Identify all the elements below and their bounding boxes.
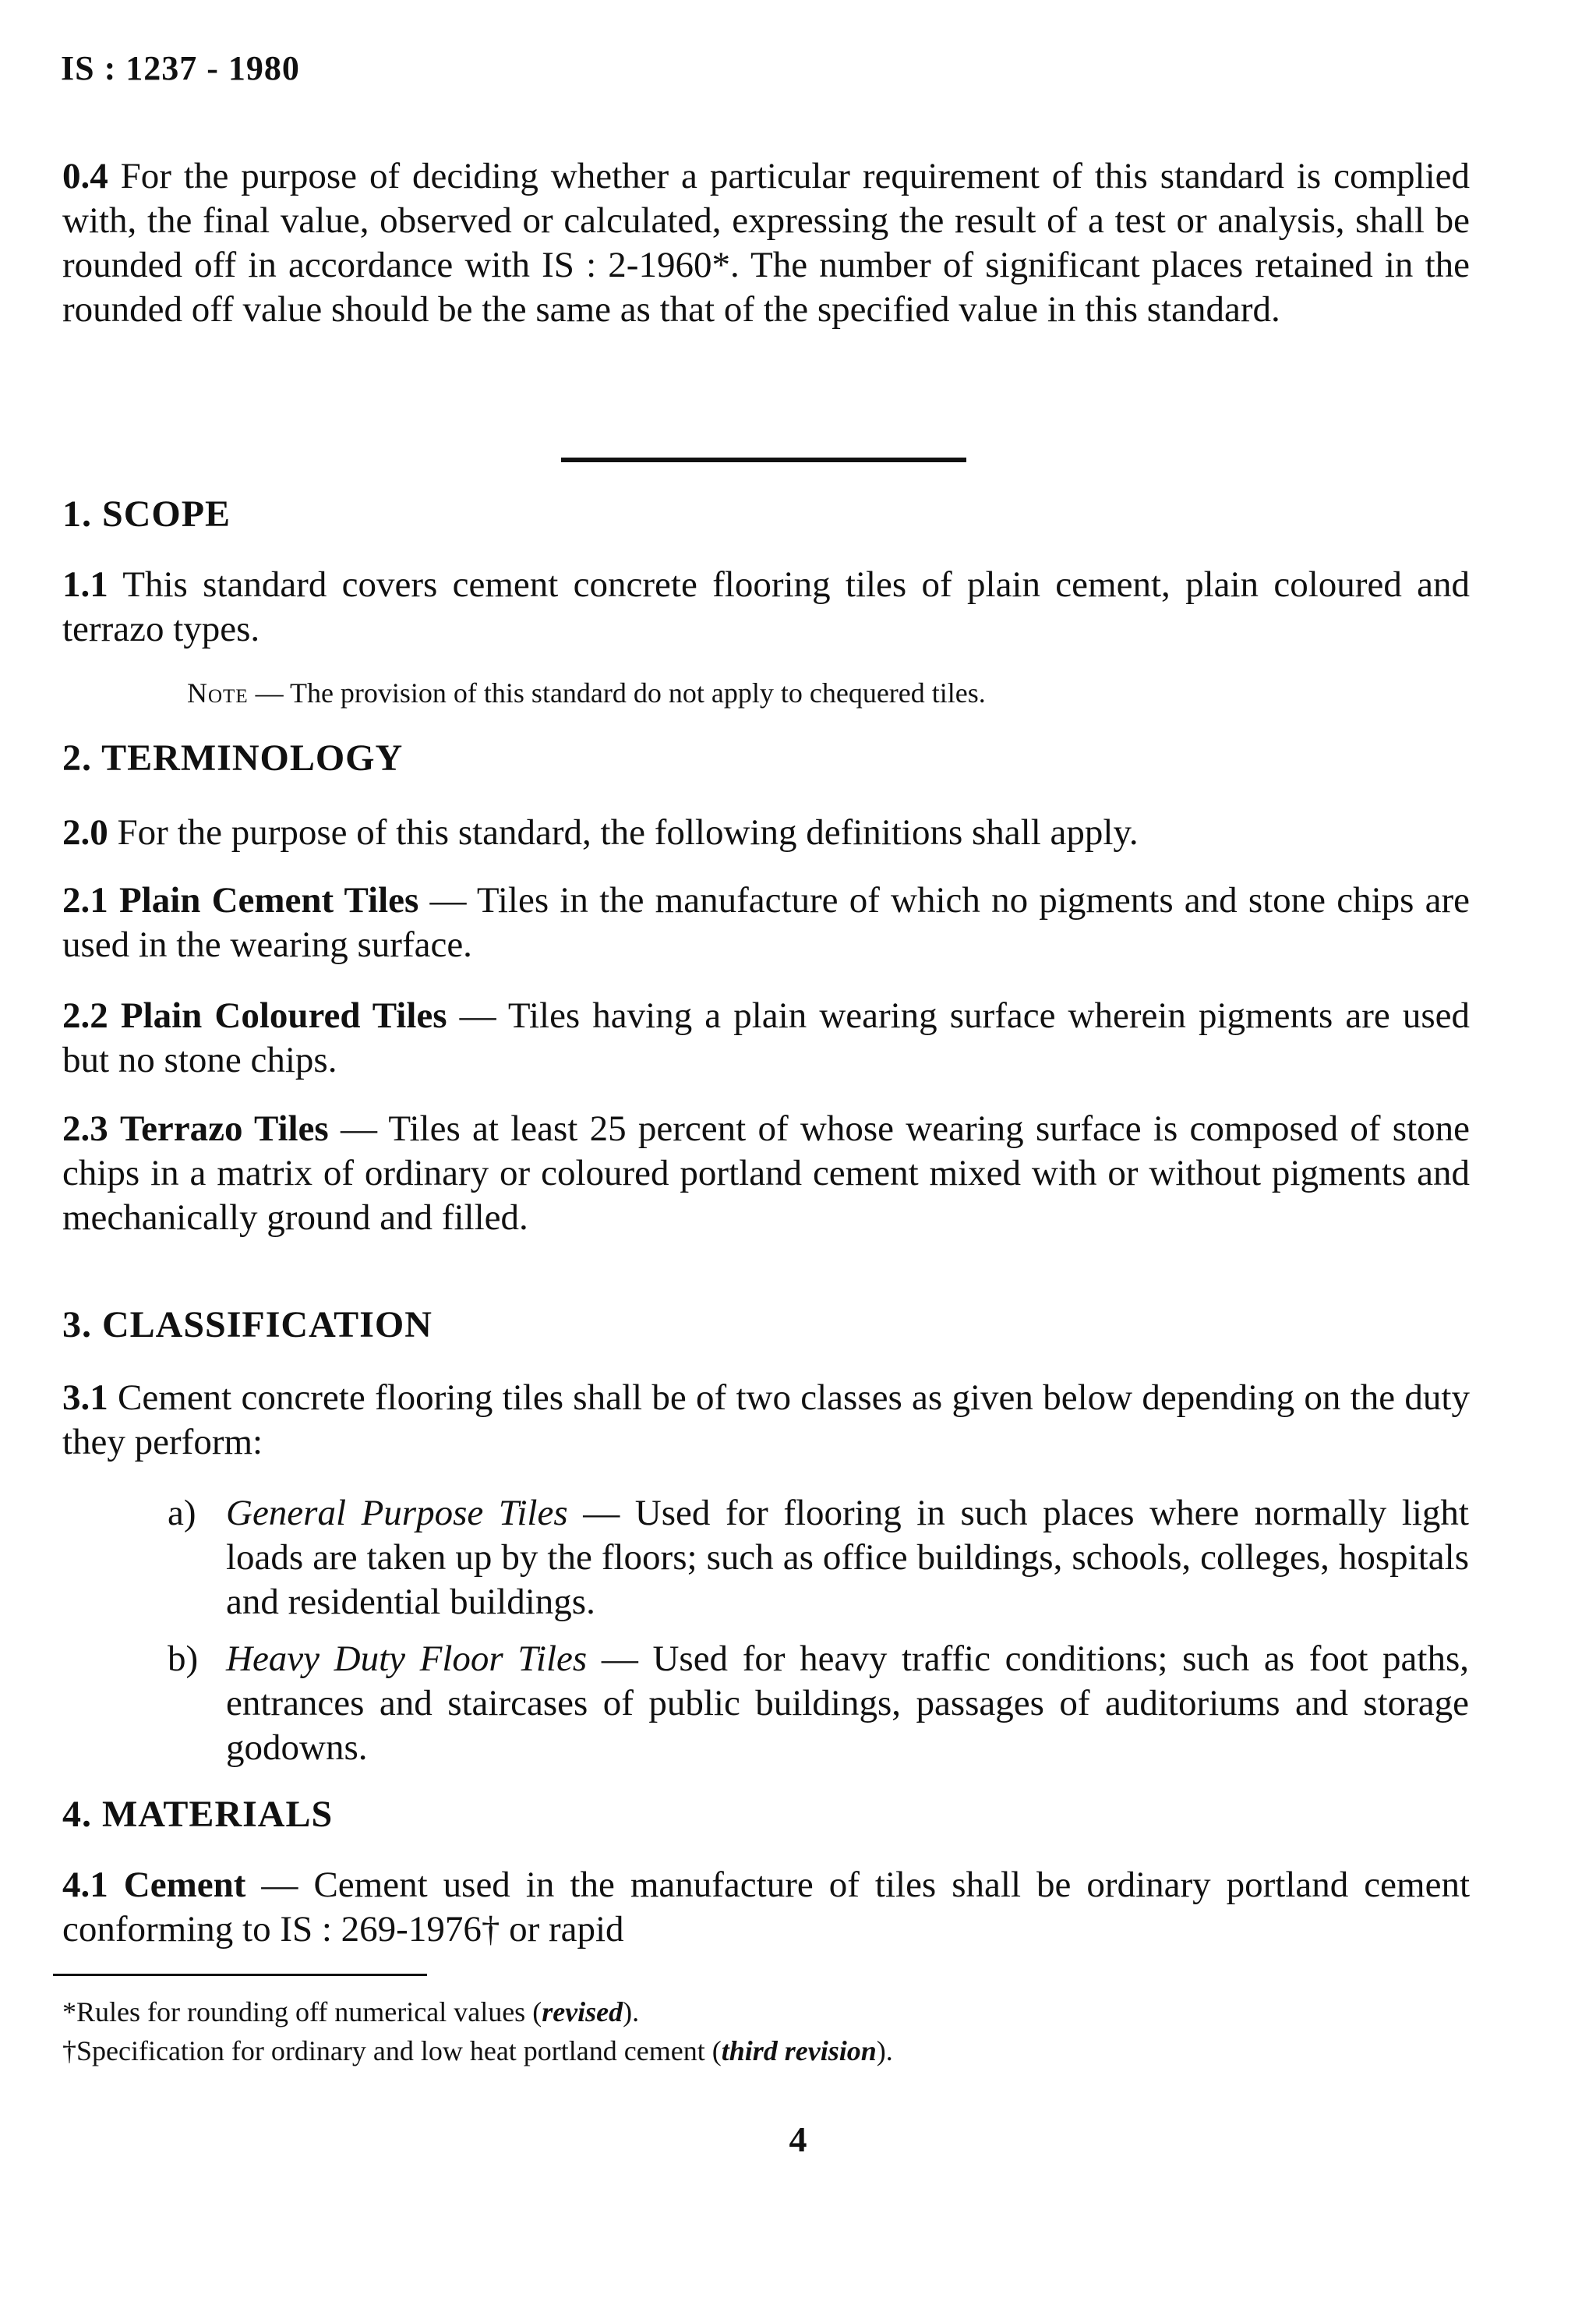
list-label: a) — [168, 1493, 196, 1533]
clause-2-3 — [62, 1107, 1470, 1240]
list-item-heavy-duty — [168, 1637, 1469, 1770]
section-heading-scope: 1. SCOPE — [62, 493, 231, 535]
footnote-divider — [53, 1974, 427, 1976]
clause-text: For the purpose of deciding whether a particular requirement of this standard is complied with, the final value, observed or calculated, expressing the result of a test or analysis, shall be rounded off in accordance with IS : 2-1960*. The number of significant places retained in the rounded off value should be the same as that of the specified value in this standard. — [62, 156, 1470, 330]
defined-term: Cement — [123, 1865, 246, 1905]
list-item-general-purpose — [168, 1491, 1469, 1624]
section-heading-terminology: 2. TERMINOLOGY — [62, 737, 404, 779]
defined-term: Terrazo Tiles — [120, 1108, 329, 1149]
footnote-text: Specification for ordinary and low heat portland cement ( — [76, 2035, 722, 2066]
clause-0-4 — [62, 154, 1470, 332]
clause-2-1 — [62, 878, 1470, 967]
clause-text: For the purpose of this standard, the following definitions shall apply. — [117, 812, 1139, 853]
footnote-mark: * — [62, 1996, 76, 2027]
standard-code-header: IS : 1237 - 1980 — [61, 49, 300, 87]
clause-text: — Cement used in the manufacture of tiles shall be ordinary portland cement conforming to IS : 269-1976† or rapid — [62, 1865, 1471, 1950]
scope-note — [187, 677, 986, 709]
footnote-end: ). — [623, 1996, 640, 2027]
clause-number: 4.1 — [62, 1865, 108, 1905]
section-divider — [561, 458, 966, 462]
clause-1-1 — [62, 563, 1470, 652]
section-heading-materials: 4. MATERIALS — [62, 1794, 334, 1835]
list-label: b) — [168, 1639, 199, 1679]
footnote-rounding — [62, 1994, 639, 2030]
clause-number: 0.4 — [62, 156, 108, 196]
clause-text: This standard covers cement concrete flooring tiles of plain cement, plain coloured and terrazo types. — [62, 564, 1470, 649]
clause-number: 2.3 — [62, 1108, 108, 1149]
clause-text: — Tiles at least 25 percent of whose wearing surface is composed of stone chips in a matrix of ordinary or coloured portland cement mixed with or without pigments and mechanically ground and filled. — [62, 1108, 1471, 1238]
clause-number: 3.1 — [62, 1377, 108, 1418]
note-label: Note — [187, 677, 249, 709]
clause-number: 2.1 — [62, 880, 108, 921]
footnote-emphasis: third revision — [721, 2035, 877, 2066]
list-term: Heavy Duty Floor Tiles — [226, 1639, 588, 1679]
footnote-specification — [62, 2033, 893, 2069]
footnote-end: ). — [876, 2035, 893, 2066]
section-heading-classification: 3. CLASSIFICATION — [62, 1304, 433, 1345]
clause-2-2 — [62, 994, 1470, 1083]
footnote-text: Rules for rounding off numerical values ( — [76, 1996, 542, 2027]
footnote-mark: † — [62, 2035, 76, 2066]
page-number: 4 — [789, 2119, 807, 2159]
clause-number: 2.0 — [62, 812, 108, 853]
defined-term: Plain Coloured Tiles — [120, 995, 447, 1036]
footnote-emphasis: revised — [542, 1996, 623, 2027]
clause-text: Cement concrete flooring tiles shall be of two classes as given below depending on the duty they perform: — [62, 1377, 1470, 1462]
clause-3-1 — [62, 1376, 1470, 1465]
note-text: — The provision of this standard do not apply to chequered tiles. — [255, 677, 986, 709]
list-text: — Used for heavy traffic conditions; such as foot paths, entrances and staircases of public buildings, passages of auditoriums and storage godowns. — [226, 1639, 1469, 1768]
defined-term: Plain Cement Tiles — [118, 880, 419, 921]
clause-text: — Tiles having a plain wearing surface wherein pigments are used but no stone chips. — [62, 995, 1471, 1080]
clause-2-0 — [62, 811, 1470, 855]
clause-number: 1.1 — [62, 564, 108, 605]
clause-number: 2.2 — [62, 995, 108, 1036]
list-text: — Used for flooring in such places where normally light loads are taken up by the floors; such as office buildings, schools, colleges, hospitals and residential buildings. — [226, 1493, 1469, 1622]
list-term: General Purpose Tiles — [226, 1493, 568, 1533]
clause-4-1 — [62, 1863, 1470, 1952]
clause-text: — Tiles in the manufacture of which no pigments and stone chips are used in the wearing surface. — [62, 880, 1470, 965]
